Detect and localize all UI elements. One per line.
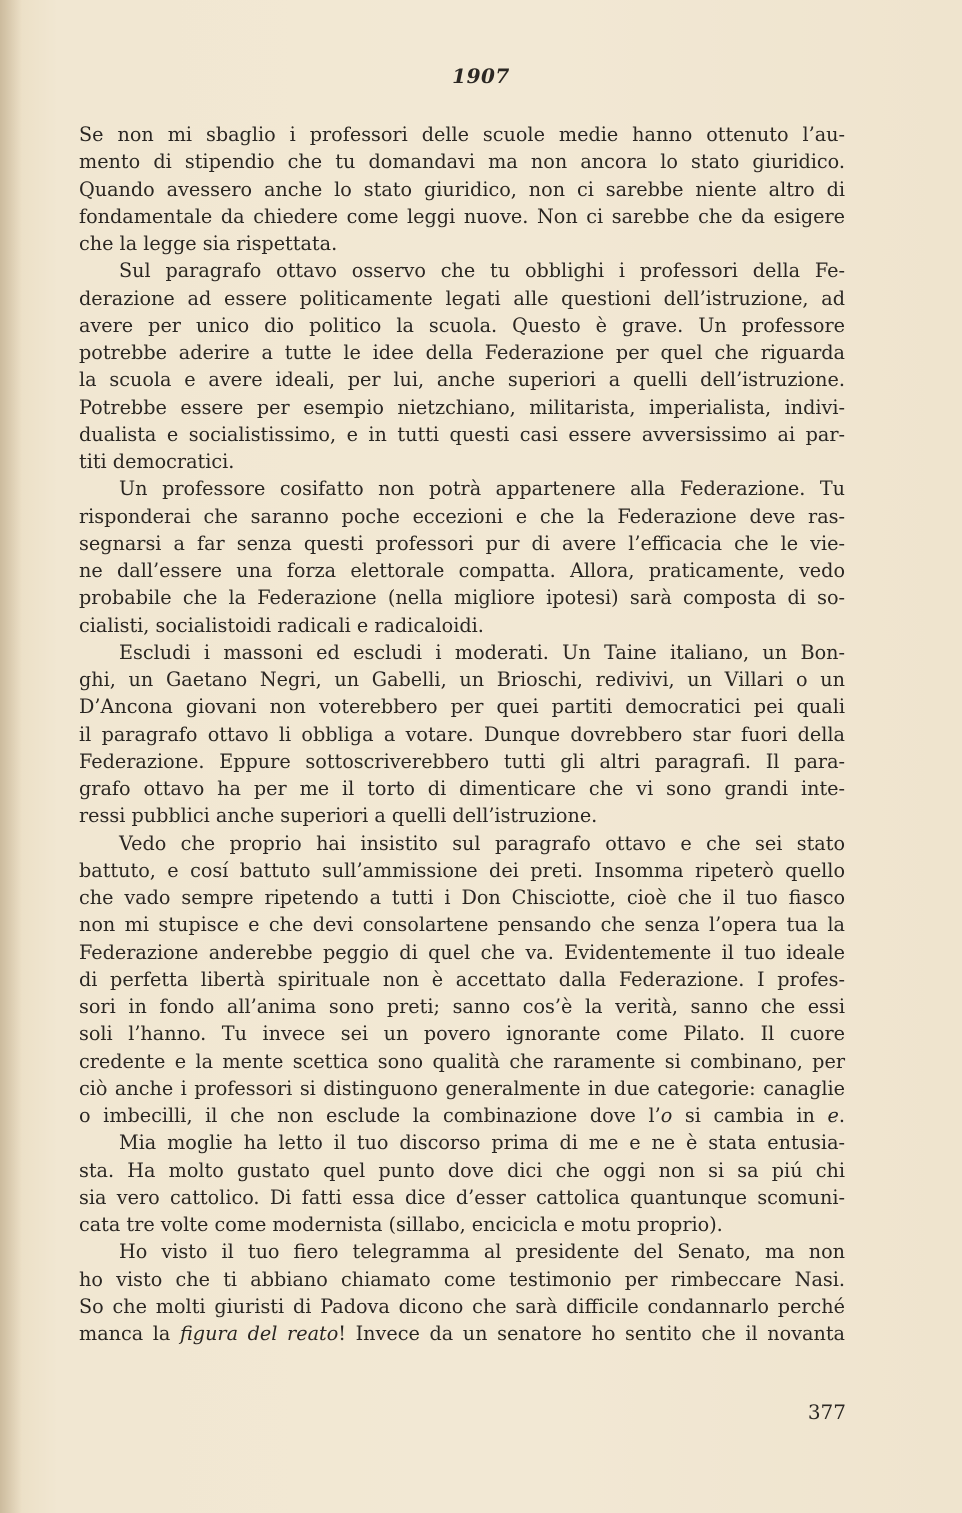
text-line: probabile che la Federazione (nella migliore ipotesi) sarà composta di so- bbox=[79, 586, 845, 610]
text-line: la scuola e avere ideali, per lui, anche superiori a quelli dell’istruzione. bbox=[79, 368, 845, 392]
text-line-paragraph-start: Mia moglie ha letto il tuo discorso prima di me e ne è stata entusia- bbox=[119, 1131, 845, 1155]
running-head-year: 1907 bbox=[452, 64, 510, 88]
text-line: Potrebbe essere per esempio nietzchiano, militarista, imperialista, indivi- bbox=[79, 395, 845, 419]
text-line: non mi stupisce e che devi consolartene pensando che senza l’opera tua la bbox=[79, 913, 845, 937]
text-line: grafo ottavo ha per me il torto di dimenticare che vi sono grandi inte- bbox=[79, 777, 845, 800]
text-line: soli l’hanno. Tu invece sei un povero ignorante come Pilato. Il cuore bbox=[79, 1022, 845, 1046]
text-line: Quando avessero anche lo stato giuridico, non ci sarebbe niente altro di bbox=[79, 177, 845, 201]
text-line-paragraph-start: Un professore cosifatto non potrà appartenere alla Federazione. Tu bbox=[119, 477, 845, 501]
text-run: o imbecilli, il che non esclude la combinazione dove l’ bbox=[79, 1104, 661, 1127]
text-line: Federazione. Eppure sottoscriverebbero tutti gli altri paragrafi. Il para- bbox=[79, 749, 845, 773]
text-line: che la legge sia rispettata. bbox=[79, 232, 338, 255]
text-line-mixed bbox=[79, 1320, 845, 1347]
text-line: ressi pubblici anche superiori a quelli dell’istruzione. bbox=[79, 804, 598, 828]
text-line: derazione ad essere politicamente legati alle questioni dell’istruzione, ad bbox=[79, 286, 845, 310]
text-line: dualista e socialistissimo, e in tutti questi casi essere avversissimo ai par- bbox=[79, 422, 845, 446]
text-line: Federazione anderebbe peggio di quel che va. Evidentemente il tuo ideale bbox=[79, 940, 845, 964]
text-line: So che molti giuristi di Padova dicono che sarà difficile condannarlo perché bbox=[79, 1294, 845, 1318]
text-line: Se non mi sbaglio i professori delle scuole medie hanno ottenuto l’au- bbox=[79, 123, 845, 146]
text-line: titi democratici. bbox=[79, 450, 235, 473]
text-line: mento di stipendio che tu domandavi ma non ancora lo stato giuridico. bbox=[79, 150, 845, 174]
text-line: segnarsi a far senza questi professori pur di avere l’efficacia che le vie- bbox=[79, 531, 845, 555]
text-line: ghi, un Gaetano Negri, un Gabelli, un Brioschi, redivivi, un Villari o un bbox=[79, 668, 845, 691]
text-line: ne dall’essere una forza elettorale compatta. Allora, praticamente, vedo bbox=[79, 559, 845, 582]
italic-phrase-figura-del-reato: figura del reato bbox=[179, 1322, 339, 1345]
text-line: cata tre volte come modernista (sillabo, enciciclа e motu proprio). bbox=[79, 1213, 723, 1236]
text-line: potrebbe aderire a tutte le idee della Federazione per quel che riguarda bbox=[79, 341, 845, 364]
text-line: battuto, e cosí battuto sull’ammissione dei preti. Insomma ripeterò quello bbox=[79, 858, 845, 882]
text-line-paragraph-start: Sul paragrafo ottavo osservo che tu obblighi i professori della Fe- bbox=[119, 259, 845, 283]
text-line: risponderai che saranno poche eccezioni e che la Federazione deve ras- bbox=[79, 504, 845, 528]
text-line: che vado sempre ripetendo a tutti i Don Chisciotte, cioè che il tuo fiasco bbox=[79, 886, 845, 909]
text-line: avere per unico dio politico la scuola. Questo è grave. Un professore bbox=[79, 313, 845, 337]
text-line: sta. Ha molto gustato quel punto dove dici che oggi non si sa piú chi bbox=[79, 1158, 845, 1182]
text-line-paragraph-start: Vedo che proprio hai insistito sul paragrafo ottavo e che sei stato bbox=[119, 831, 845, 855]
text-line: credente e la mente scettica sono qualità che raramente si combinano, per bbox=[79, 1049, 845, 1073]
text-run: ! Invece da un senatore ho sentito che il novanta bbox=[338, 1322, 845, 1345]
text-line: fondamentale da chiedere come leggi nuove. Non ci sarebbe che da esigere bbox=[79, 204, 845, 228]
text-run: manca la bbox=[79, 1322, 180, 1345]
text-line: il paragrafo ottavo li obbliga a votare. Dunque dovrebbero star fuori della bbox=[79, 722, 845, 746]
text-run: si cambia in bbox=[672, 1104, 828, 1127]
page-number: 377 bbox=[807, 1400, 846, 1424]
italic-letter-e: e bbox=[827, 1104, 839, 1127]
page-gutter-shadow bbox=[0, 0, 22, 1513]
text-line-paragraph-start: Escludi i massoni ed escludi i moderati. Un Taine italiano, un Bon- bbox=[119, 640, 845, 664]
letter-body-text bbox=[79, 121, 845, 1347]
text-line: di perfetta libertà spirituale non è accettato dalla Federazione. I profes- bbox=[79, 967, 845, 991]
text-line: cialisti, socialistoidi radicali e radicaloidi. bbox=[79, 613, 484, 637]
text-line-paragraph-start: Ho visto il tuo fiero telegramma al presidente del Senato, ma non bbox=[119, 1240, 845, 1264]
text-line-mixed bbox=[79, 1102, 845, 1129]
text-line: ciò anche i professori si distinguono generalmente in due categorie: canaglie bbox=[79, 1076, 845, 1100]
text-line: ho visto che ti abbiano chiamato come testimonio per rimbeccare Nasi. bbox=[79, 1267, 845, 1291]
text-line: sori in fondo all’anima sono preti; sanno cos’è la verità, sanno che essi bbox=[79, 995, 845, 1018]
text-line: sia vero cattolico. Di fatti essa dice d’esser cattolica quantunque scomuni- bbox=[79, 1185, 845, 1209]
italic-letter-o: o bbox=[660, 1104, 673, 1127]
text-line: D’Ancona giovani non voterebbero per quei partiti democratici pei quali bbox=[79, 695, 845, 719]
text-run: . bbox=[838, 1104, 845, 1127]
